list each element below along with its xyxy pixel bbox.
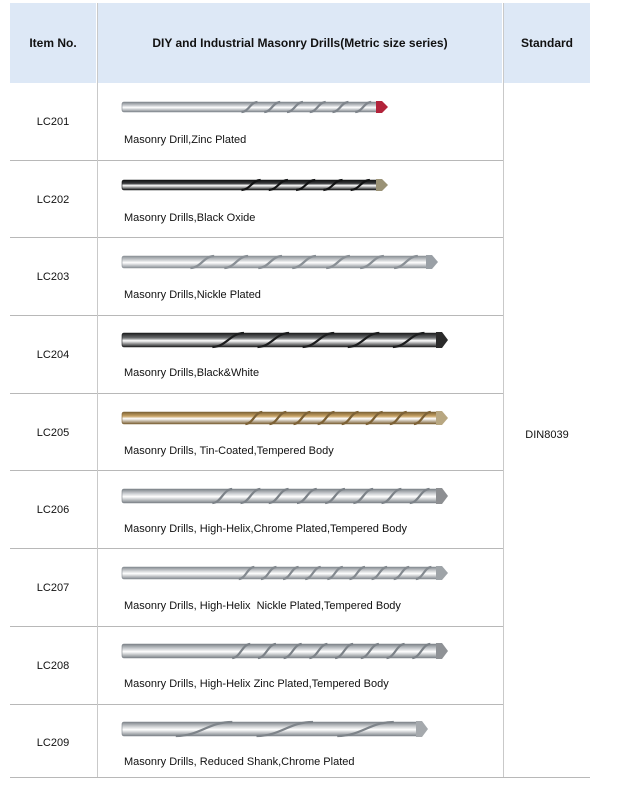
- header-title: DIY and Industrial Masonry Drills(Metric size series): [98, 3, 502, 83]
- item-description: Masonry Drills, Reduced Shank,Chrome Plated: [124, 755, 355, 768]
- header-item-no: Item No.: [10, 3, 96, 83]
- drill-bit-image: [120, 330, 462, 350]
- item-number: LC203: [36, 271, 70, 284]
- drill-bit-image: [120, 408, 462, 428]
- table-row: [10, 549, 503, 627]
- table-row: [10, 394, 503, 472]
- table-row: [10, 316, 503, 394]
- standard-value: DIN8039: [525, 429, 569, 441]
- item-description: Masonry Drills, High-Helix,Chrome Plated,Tempered Body: [124, 522, 408, 535]
- item-description: Masonry Drills, Tin-Coated,Tempered Body: [124, 444, 334, 457]
- table-row: [10, 705, 503, 783]
- item-number: LC204: [36, 348, 70, 361]
- item-number: LC201: [36, 115, 70, 128]
- item-number: LC206: [36, 504, 70, 517]
- column-divider: [503, 3, 504, 777]
- item-number: LC202: [36, 193, 70, 206]
- item-description: Masonry Drills, High-Helix Zinc Plated,Tempered Body: [124, 677, 389, 690]
- header-standard: Standard: [504, 3, 590, 83]
- table-row: [10, 627, 503, 705]
- item-description: Masonry Drills,Nickle Plated: [124, 289, 261, 302]
- drill-bit-image: [120, 175, 402, 195]
- drill-bit-image: [120, 719, 442, 739]
- item-description: Masonry Drills,Black&White: [124, 367, 260, 380]
- item-number: LC205: [36, 426, 70, 439]
- table-row: [10, 83, 503, 161]
- table-row: [10, 472, 503, 550]
- drill-bit-image: [120, 97, 402, 117]
- item-number: LC208: [36, 659, 70, 672]
- drill-bit-image: [120, 563, 462, 583]
- drill-bit-image: [120, 486, 462, 506]
- drill-bit-image: [120, 641, 462, 661]
- table-row: [10, 238, 503, 316]
- drill-bit-image: [120, 252, 452, 272]
- column-divider: [97, 3, 98, 777]
- table-bottom-border: [10, 777, 590, 778]
- item-number: LC207: [36, 582, 70, 595]
- item-description: Masonry Drill,Zinc Plated: [124, 134, 247, 146]
- table-row: [10, 161, 503, 239]
- item-number: LC209: [36, 737, 70, 750]
- item-description: Masonry Drills,Black Oxide: [124, 211, 256, 224]
- item-description: Masonry Drills, High-Helix Nickle Plated,Tempered Body: [124, 600, 401, 613]
